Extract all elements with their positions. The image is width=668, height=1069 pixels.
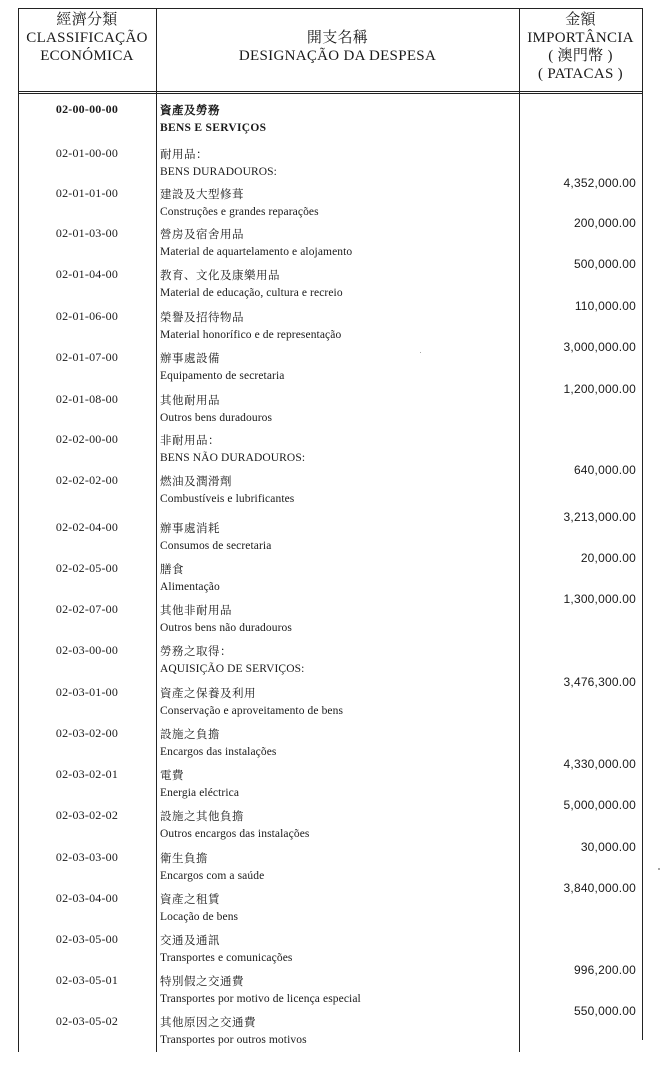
row-designation-pt: BENS DURADOUROS: [160, 166, 277, 178]
row-designation-pt: Combustíveis e lubrificantes [160, 493, 295, 505]
header-classification [18, 9, 156, 93]
row-designation-zh: 特別假之交通費 [160, 974, 244, 988]
row-amount: 30,000.00 [580, 840, 636, 854]
row-designation-zh: 建設及大型修葺 [160, 187, 244, 201]
row-designation-zh: 其他原因之交通費 [160, 1015, 256, 1029]
row-code: 02-03-02-00 [55, 726, 119, 740]
row-designation-pt: BENS E SERVIÇOS [160, 122, 267, 134]
right-border [642, 8, 643, 1040]
row-designation-pt: Outros bens duradouros [160, 412, 273, 424]
row-code: 02-01-06-00 [55, 309, 119, 323]
row-designation-zh: 榮譽及招待物品 [160, 310, 244, 324]
row-code: 02-03-05-00 [55, 932, 119, 946]
row-designation-zh: 設施之負擔 [160, 727, 220, 741]
row-designation-pt: Outros bens não duradouros [160, 622, 292, 634]
row-code: 02-03-05-02 [55, 1014, 119, 1028]
scan-speck [658, 868, 660, 870]
column-divider-code [156, 8, 157, 1052]
row-code: 02-01-00-00 [55, 146, 119, 160]
row-designation-pt: Locação de bens [160, 911, 239, 923]
row-code: 02-01-08-00 [55, 392, 119, 406]
row-designation-zh: 資產之保養及利用 [160, 686, 256, 700]
row-designation-pt: Alimentação [160, 581, 220, 593]
row-code: 02-03-01-00 [55, 685, 119, 699]
row-designation-pt: Consumos de secretaria [160, 540, 272, 552]
row-amount: 4,330,000.00 [563, 757, 636, 771]
header-classification-pt2: ECONÓMICA [40, 48, 134, 64]
row-code: 02-01-07-00 [55, 350, 119, 364]
row-designation-pt: Outros encargos das instalações [160, 828, 310, 840]
row-designation-zh: 資產及勞務 [160, 103, 220, 117]
row-amount: 110,000.00 [574, 299, 636, 313]
row-designation-zh: 教育、文化及康樂用品 [160, 268, 280, 282]
row-designation-pt: BENS NÃO DURADOUROS: [160, 452, 306, 464]
header-designation-zh: 開支名稱 [306, 30, 369, 46]
row-amount: 20,000.00 [580, 551, 636, 565]
row-designation-zh: 營房及宿舍用品 [160, 227, 244, 241]
row-code: 02-03-05-01 [55, 973, 119, 987]
header-classification-zh: 經濟分類 [56, 12, 118, 28]
header-amount-zh: 金額 [565, 12, 596, 28]
row-designation-zh: 電費 [160, 768, 184, 782]
header-currency-zh: ( 澳門幣 ) [548, 48, 613, 64]
row-amount: 3,840,000.00 [563, 881, 636, 895]
row-amount: 996,200.00 [573, 963, 636, 977]
row-designation-zh: 交通及通訊 [160, 933, 220, 947]
header-designation [156, 9, 519, 111]
row-code: 02-02-04-00 [55, 520, 119, 534]
row-amount: 5,000,000.00 [563, 798, 636, 812]
row-code: 02-03-02-02 [55, 808, 119, 822]
row-code: 02-00-00-00 [55, 102, 119, 116]
row-code: 02-02-00-00 [55, 432, 119, 446]
scan-speck [420, 352, 421, 353]
row-code: 02-03-00-00 [55, 643, 119, 657]
row-designation-pt: Encargos com a saúde [160, 870, 265, 882]
row-amount: 500,000.00 [573, 257, 636, 271]
row-designation-pt: AQUISIÇÃO DE SERVIÇOS: [160, 663, 305, 675]
row-designation-zh: 辦事處設備 [160, 351, 220, 365]
row-designation-zh: 耐用品： [160, 147, 208, 161]
row-designation-pt: Encargos das instalações [160, 746, 277, 758]
header-designation-pt: DESIGNAÇÃO DA DESPESA [238, 48, 437, 64]
header-classification-pt1: CLASSIFICAÇÃO [26, 30, 148, 46]
header-amount-pt: IMPORTÂNCIA [527, 30, 634, 46]
row-code: 02-01-04-00 [55, 267, 119, 281]
row-designation-pt: Material de educação, cultura e recreio [160, 287, 343, 299]
row-designation-pt: Material honorífico e de representação [160, 329, 342, 341]
row-amount: 3,213,000.00 [563, 510, 636, 524]
row-designation-pt: Conservação e aproveitamento de bens [160, 705, 344, 717]
row-designation-zh: 資產之租賃 [160, 892, 220, 906]
row-designation-zh: 非耐用品： [160, 433, 220, 447]
row-designation-pt: Transportes por motivo de licença especial [160, 993, 361, 1005]
row-code: 02-02-05-00 [55, 561, 119, 575]
header-currency-pt: ( PATACAS ) [538, 66, 623, 82]
row-amount: 550,000.00 [573, 1004, 636, 1018]
header-double-rule [18, 93, 642, 94]
row-amount: 3,000,000.00 [563, 340, 636, 354]
row-code: 02-02-02-00 [55, 473, 119, 487]
row-designation-zh: 其他耐用品 [160, 393, 220, 407]
row-code: 02-01-01-00 [55, 186, 119, 200]
row-designation-pt: Transportes por outros motivos [160, 1034, 307, 1046]
row-amount: 4,352,000.00 [563, 176, 636, 190]
row-designation-zh: 設施之其他負擔 [160, 809, 244, 823]
row-designation-zh: 其他非耐用品 [160, 603, 232, 617]
table-header [18, 8, 642, 92]
row-amount: 640,000.00 [573, 463, 636, 477]
row-designation-pt: Transportes e comunicações [160, 952, 293, 964]
row-code: 02-03-02-01 [55, 767, 119, 781]
row-designation-pt: Equipamento de secretaria [160, 370, 285, 382]
row-designation-zh: 衛生負擔 [160, 851, 208, 865]
row-amount: 200,000.00 [573, 216, 636, 230]
row-amount: 1,300,000.00 [563, 592, 636, 606]
row-code: 02-03-04-00 [55, 891, 119, 905]
row-code: 02-01-03-00 [55, 226, 119, 240]
row-amount: 1,200,000.00 [563, 382, 636, 396]
row-designation-pt: Material de aquartelamento e alojamento [160, 246, 353, 258]
row-designation-pt: Construções e grandes reparações [160, 206, 319, 218]
column-divider-amount [519, 8, 520, 1052]
row-code: 02-03-03-00 [55, 850, 119, 864]
row-designation-pt: Energia eléctrica [160, 787, 240, 799]
header-amount [519, 9, 642, 93]
row-designation-zh: 燃油及潤滑劑 [160, 474, 232, 488]
row-designation-zh: 膳食 [160, 562, 184, 576]
row-amount: 3,476,300.00 [563, 675, 636, 689]
row-designation-zh: 辦事處消耗 [160, 521, 220, 535]
row-designation-zh: 勞務之取得： [160, 644, 232, 658]
row-code: 02-02-07-00 [55, 602, 119, 616]
